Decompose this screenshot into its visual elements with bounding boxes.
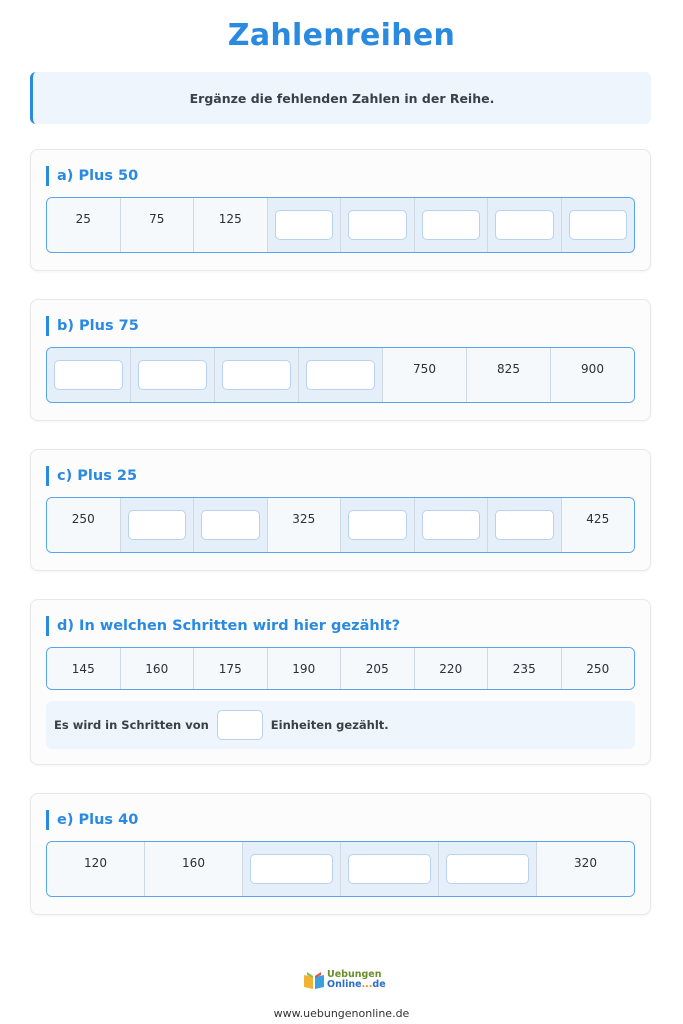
number-row-e — [46, 841, 635, 897]
number-value: 325 — [292, 512, 316, 526]
answer-input-box[interactable] — [128, 510, 187, 540]
number-value: 75 — [149, 212, 165, 226]
number-cell — [121, 648, 195, 689]
number-cell — [488, 648, 562, 689]
logo-dots: ... — [361, 979, 373, 990]
task-card-c — [30, 449, 651, 571]
answer-input-box[interactable] — [495, 510, 554, 540]
blank-cell[interactable] — [299, 348, 383, 402]
task-heading-b: b) Plus 75 — [46, 316, 139, 336]
answer-input-box[interactable] — [495, 210, 554, 240]
answer-prefix: Es wird in Schritten von — [54, 718, 209, 732]
number-value: 175 — [218, 662, 242, 676]
footer-url: www.uebungenonline.de — [273, 1007, 410, 1020]
number-cell — [415, 648, 489, 689]
number-cell — [562, 648, 635, 689]
logo-line2 — [327, 980, 386, 990]
number-value: 160 — [182, 856, 205, 870]
blank-cell[interactable] — [215, 348, 299, 402]
number-cell — [467, 348, 551, 402]
task-card-b — [30, 299, 651, 421]
answer-input-box[interactable] — [422, 210, 481, 240]
blank-cell[interactable] — [341, 842, 439, 896]
number-value: 250 — [71, 512, 95, 526]
task-heading-d: d) In welchen Schritten wird hier gezählt? — [46, 616, 400, 636]
number-cell — [194, 198, 268, 252]
number-value: 750 — [413, 362, 436, 376]
number-cell — [551, 348, 634, 402]
blank-cell[interactable] — [415, 498, 489, 552]
answer-input-box[interactable] — [138, 360, 207, 390]
answer-input-box[interactable] — [569, 210, 628, 240]
logo-line1: Uebungen — [327, 969, 382, 980]
answer-sentence — [46, 701, 635, 749]
number-cell — [537, 842, 634, 896]
number-value: 120 — [84, 856, 107, 870]
answer-input-box[interactable] — [275, 210, 334, 240]
number-row-b — [46, 347, 635, 403]
number-cell — [341, 648, 415, 689]
number-cell — [47, 498, 121, 552]
number-cell — [121, 198, 195, 252]
blank-cell[interactable] — [194, 498, 268, 552]
blank-cell[interactable] — [341, 198, 415, 252]
blank-cell[interactable] — [415, 198, 489, 252]
answer-input-box[interactable] — [348, 210, 407, 240]
number-row-a — [46, 197, 635, 253]
answer-input-box[interactable] — [422, 510, 481, 540]
step-answer-box[interactable] — [217, 710, 263, 740]
answer-input-box[interactable] — [348, 854, 431, 884]
number-value: 425 — [586, 512, 610, 526]
number-value: 190 — [292, 662, 316, 676]
number-cell — [268, 648, 342, 689]
logo-tld: de — [372, 979, 386, 990]
blank-cell[interactable] — [562, 198, 635, 252]
answer-input-box[interactable] — [54, 360, 123, 390]
blank-cell[interactable] — [268, 198, 342, 252]
number-row-c — [46, 497, 635, 553]
instruction-text: Ergänze die fehlenden Zahlen in der Reihe. — [189, 90, 495, 106]
number-cell — [194, 648, 268, 689]
answer-input-box[interactable] — [222, 360, 291, 390]
instruction-banner — [30, 72, 651, 124]
number-row-d — [46, 647, 635, 690]
number-value: 145 — [71, 662, 95, 676]
number-cell — [145, 842, 243, 896]
task-card-d — [30, 599, 651, 765]
number-cell — [47, 842, 145, 896]
task-heading-e: e) Plus 40 — [46, 810, 138, 830]
task-card-a — [30, 149, 651, 271]
blank-cell[interactable] — [47, 348, 131, 402]
number-value: 235 — [512, 662, 536, 676]
number-value: 220 — [439, 662, 463, 676]
answer-input-box[interactable] — [201, 510, 260, 540]
blank-cell[interactable] — [341, 498, 415, 552]
answer-input-box[interactable] — [348, 510, 407, 540]
page-title: Zahlenreihen — [227, 18, 456, 53]
number-value: 825 — [497, 362, 520, 376]
number-cell — [383, 348, 467, 402]
number-cell — [47, 198, 121, 252]
blank-cell[interactable] — [439, 842, 537, 896]
logo-line2-word: Online — [327, 979, 362, 990]
blank-cell[interactable] — [488, 198, 562, 252]
task-card-e — [30, 793, 651, 915]
number-value: 205 — [365, 662, 389, 676]
answer-input-box[interactable] — [250, 854, 333, 884]
number-value: 250 — [586, 662, 610, 676]
task-heading-a: a) Plus 50 — [46, 166, 138, 186]
number-cell — [268, 498, 342, 552]
logo — [303, 968, 386, 992]
blank-cell[interactable] — [243, 842, 341, 896]
blank-cell[interactable] — [488, 498, 562, 552]
blank-cell[interactable] — [131, 348, 215, 402]
number-cell — [47, 648, 121, 689]
answer-input-box[interactable] — [306, 360, 375, 390]
answer-input-box[interactable] — [446, 854, 529, 884]
number-value: 320 — [574, 856, 597, 870]
number-value: 25 — [75, 212, 91, 226]
number-value: 160 — [145, 662, 169, 676]
number-value: 125 — [218, 212, 242, 226]
task-heading-c: c) Plus 25 — [46, 466, 137, 486]
answer-suffix: Einheiten gezählt. — [270, 718, 389, 732]
number-cell — [562, 498, 635, 552]
open-book-icon — [303, 970, 325, 990]
number-value: 900 — [581, 362, 604, 376]
blank-cell[interactable] — [121, 498, 195, 552]
